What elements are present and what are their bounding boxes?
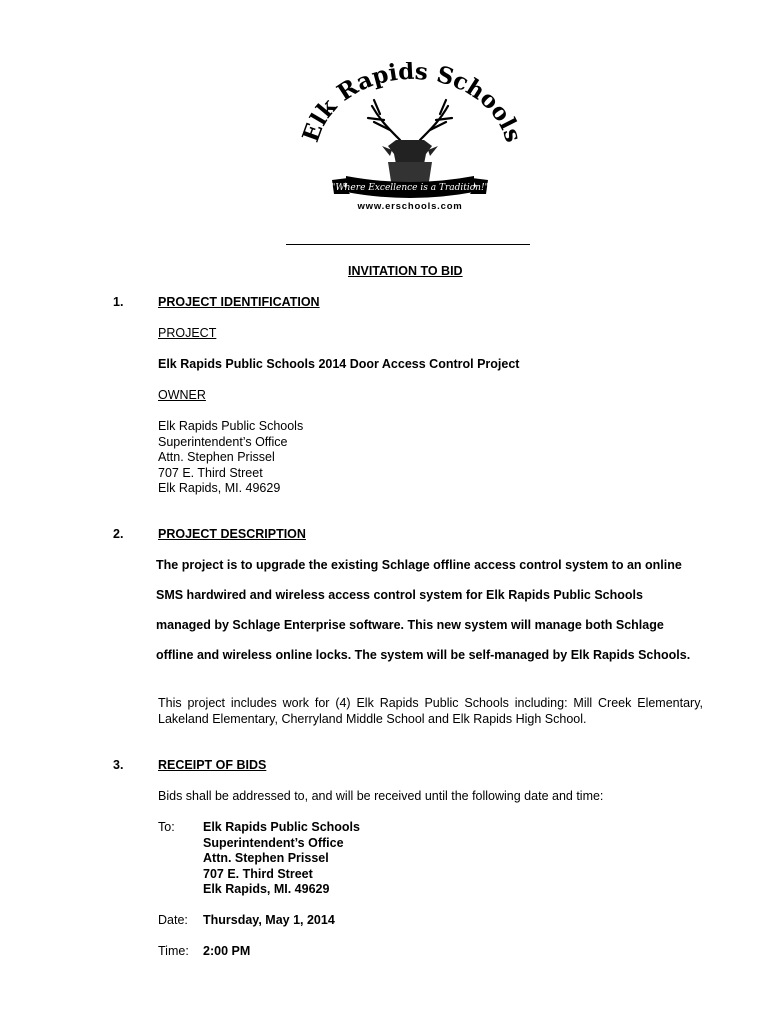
bid-address-line: Superintendent’s Office <box>203 835 344 850</box>
time-value: 2:00 PM <box>203 944 251 958</box>
section-1-number: 1. <box>113 295 124 309</box>
owner-line: Elk Rapids, MI. 49629 <box>158 481 281 495</box>
owner-label: OWNER <box>158 388 206 402</box>
section-2-heading: PROJECT DESCRIPTION <box>158 527 306 541</box>
logo-arc-text: Elk Rapids Schools <box>297 62 527 146</box>
receipt-intro: Bids shall be addressed to, and will be received until the following date and time: <box>158 789 604 803</box>
description-line: offline and wireless online locks. The system will be self-managed by Elk Rapids Schools. <box>156 648 691 662</box>
elk-head-icon <box>382 140 438 188</box>
antlers-icon <box>368 100 452 140</box>
owner-address <box>158 419 303 497</box>
bid-address-line: Elk Rapids, MI. 49629 <box>203 882 330 896</box>
section-3-heading: RECEIPT OF BIDS <box>158 758 267 772</box>
time-label: Time: <box>158 944 189 958</box>
description-line: managed by Schlage Enterprise software. This new system will manage both Schlage <box>156 618 664 632</box>
owner-line: Superintendent’s Office <box>158 434 288 449</box>
owner-line: 707 E. Third Street <box>158 465 263 480</box>
project-name: Elk Rapids Public Schools 2014 Door Access Control Project <box>158 357 520 371</box>
logo-website: www.erschools.com <box>357 201 463 212</box>
bid-address-line: 707 E. Third Street <box>203 866 313 881</box>
to-label: To: <box>158 820 175 834</box>
school-logo <box>292 62 528 218</box>
bid-address-line: Attn. Stephen Prissel <box>203 851 329 865</box>
bid-address <box>203 820 360 898</box>
title-divider <box>286 244 530 245</box>
page-title: INVITATION TO BID <box>348 264 463 278</box>
date-value: Thursday, May 1, 2014 <box>203 913 335 927</box>
section-1-heading: PROJECT IDENTIFICATION <box>158 295 320 309</box>
owner-line: Attn. Stephen Prissel <box>158 450 275 464</box>
project-label: PROJECT <box>158 326 217 340</box>
section-2-number: 2. <box>113 527 124 541</box>
description-line: SMS hardwired and wireless access control system for Elk Rapids Public Schools <box>156 588 643 602</box>
description-line: The project is to upgrade the existing Schlage offline access control system to an online <box>156 558 682 572</box>
owner-line: Elk Rapids Public Schools <box>158 419 304 433</box>
scope-paragraph <box>158 695 703 727</box>
elk-logo-graphic <box>292 62 528 218</box>
bid-address-line: Elk Rapids Public Schools <box>203 820 360 834</box>
scope-line: Lakeland Elementary, Cherryland Middle School and Elk Rapids High School. <box>158 712 587 726</box>
date-label: Date: <box>158 913 188 927</box>
section-3-number: 3. <box>113 758 124 772</box>
logo-motto: "Where Excellence is a Tradition!" <box>331 183 489 193</box>
scope-line: This project includes work for (4) Elk Rapids Public Schools including: Mill Creek Elementary, <box>158 696 703 710</box>
